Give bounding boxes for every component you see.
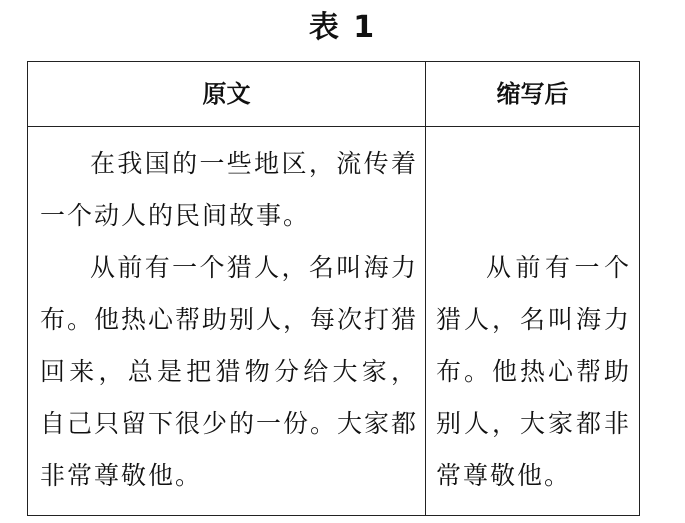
- table-title: 表 1: [308, 10, 377, 45]
- abridged-text-cell: [436, 127, 631, 502]
- header-abridged: 缩写后: [496, 80, 569, 108]
- column-divider: [425, 62, 426, 515]
- abridged-paragraph-1: 从前有一个猎人，名叫海力布。他热心帮助别人，大家都非常尊敬他。: [436, 253, 631, 490]
- original-paragraph-2: 从前有一个猎人，名叫海力布。他热心帮助别人，每次打猎回来，总是把猎物分给大家， 自己只留下很少的一份。大家都非常尊敬他。: [40, 253, 419, 490]
- comparison-table: [27, 61, 640, 516]
- original-paragraph-1: 在我国的一些地区，流传着一个动人的民间故事。: [40, 149, 418, 230]
- header-original: 原文: [202, 80, 251, 108]
- original-text-cell: [40, 127, 418, 502]
